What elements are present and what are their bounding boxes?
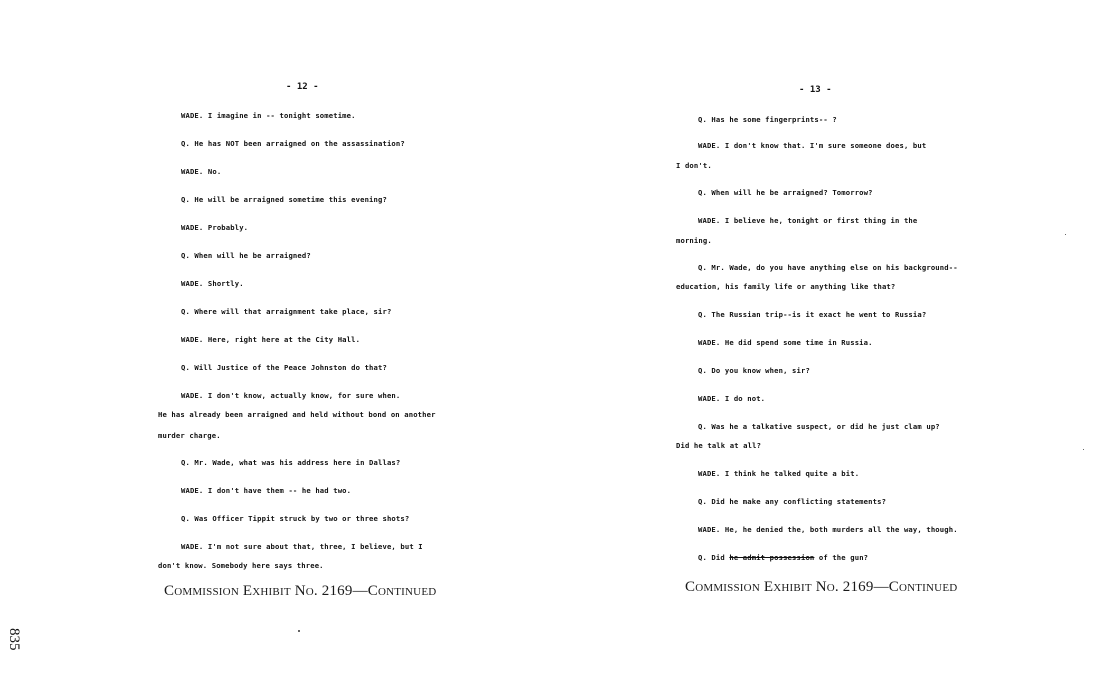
transcript-line: WADE. He did spend some time in Russia. [698, 338, 873, 347]
transcript-line: don't know. Somebody here says three. [158, 561, 324, 570]
transcript-line: murder charge. [158, 431, 221, 440]
speck-mark [1065, 234, 1066, 235]
transcript-line: Q. Will Justice of the Peace Johnston do that? [181, 363, 387, 372]
transcript-line: Q. He has NOT been arraigned on the assassination? [181, 139, 405, 148]
transcript-line: Did he talk at all? [676, 441, 762, 450]
transcript-line: morning. [676, 236, 712, 245]
transcript-line: WADE. No. [181, 167, 222, 176]
transcript-line: WADE. I think he talked quite a bit. [698, 469, 860, 478]
transcript-line: Q. Did he make any conflicting statements? [698, 497, 887, 506]
exhibit-caption: Commission Exhibit No. 2169—Continued [685, 579, 958, 595]
transcript-line: WADE. Here, right here at the City Hall. [181, 335, 361, 344]
page-number: - 13 - [799, 85, 832, 95]
transcript-line: WADE. He, he denied the, both murders all the way, though. [698, 525, 958, 534]
exhibit-caption: Commission Exhibit No. 2169—Continued [164, 583, 437, 599]
right-page [547, 0, 1094, 691]
transcript-line: WADE. Shortly. [181, 279, 244, 288]
transcript-line: WADE. I believe he, tonight or first thing in the [698, 216, 918, 225]
side-page-number: 835 [6, 628, 22, 651]
transcript-line: WADE. I do not. [698, 394, 766, 403]
transcript-line: He has already been arraigned and held without bond on another [158, 410, 436, 419]
line-prefix: Q. Did [698, 553, 730, 562]
speck-mark [1083, 449, 1084, 450]
line-suffix: of the gun? [814, 553, 869, 562]
transcript-line: WADE. I'm not sure about that, three, I believe, but I [181, 542, 423, 551]
transcript-line-with-strikeout [698, 553, 868, 562]
transcript-line: Q. Was he a talkative suspect, or did he just clam up? [698, 422, 940, 431]
speck-mark [298, 630, 300, 632]
transcript-line: WADE. Probably. [181, 223, 249, 232]
transcript-line: WADE. I don't know that. I'm sure someone does, but [698, 141, 927, 150]
transcript-line: Q. Has he some fingerprints-- ? [698, 115, 837, 124]
page-number: - 12 - [286, 82, 319, 92]
transcript-line: WADE. I don't know, actually know, for sure when. [181, 391, 401, 400]
transcript-line: Q. Where will that arraignment take place, sir? [181, 307, 392, 316]
transcript-line: education, his family life or anything like that? [676, 282, 896, 291]
transcript-line: Q. Was Officer Tippit struck by two or three shots? [181, 514, 410, 523]
transcript-line: Q. When will he be arraigned? Tomorrow? [698, 188, 873, 197]
transcript-line: I don't. [676, 161, 712, 170]
transcript-line: Q. Do you know when, sir? [698, 366, 810, 375]
transcript-line: Q. Mr. Wade, do you have anything else on his background-- [698, 263, 958, 272]
transcript-line: Q. When will he be arraigned? [181, 251, 311, 260]
transcript-line: WADE. I imagine in -- tonight sometime. [181, 111, 356, 120]
transcript-line: Q. The Russian trip--is it exact he went to Russia? [698, 310, 927, 319]
struck-text: he admit possession [729, 553, 815, 562]
transcript-line: Q. Mr. Wade, what was his address here in Dallas? [181, 458, 401, 467]
transcript-line: WADE. I don't have them -- he had two. [181, 486, 352, 495]
transcript-line: Q. He will be arraigned sometime this evening? [181, 195, 387, 204]
